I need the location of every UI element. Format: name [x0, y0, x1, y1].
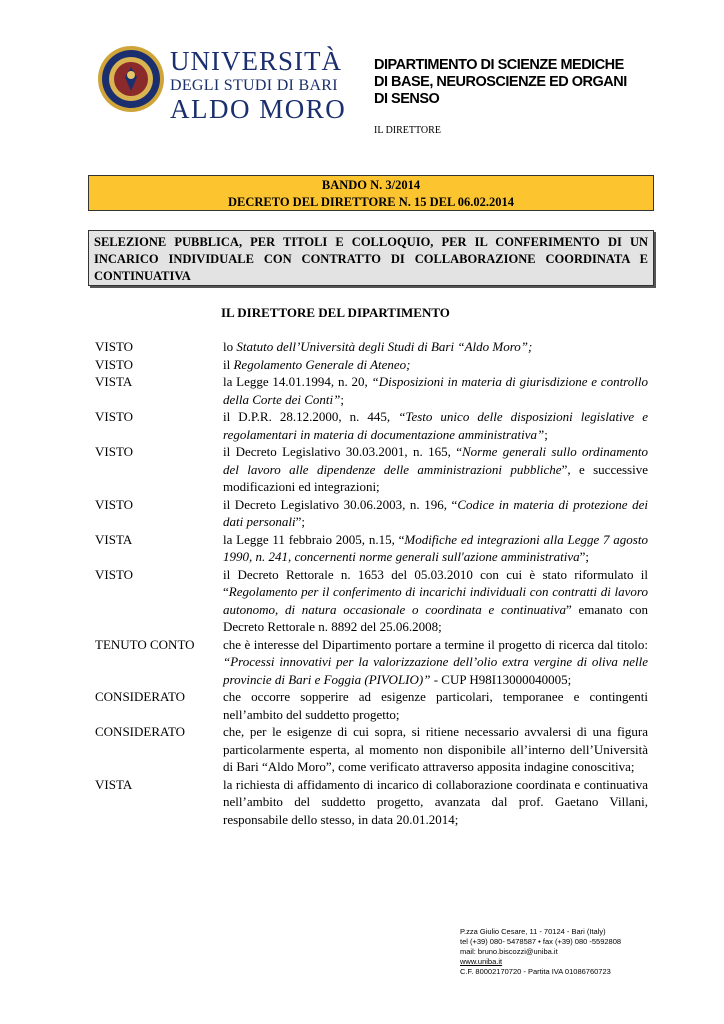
clause-fragment: il Decreto Legislativo 30.03.2001, n. 165, “	[223, 444, 462, 459]
clause-row	[95, 566, 651, 636]
clause-row	[95, 776, 651, 829]
decree-reference: DECRETO DEL DIRETTORE N. 15 DEL 06.02.2014	[227, 195, 515, 209]
university-line-1: UNIVERSITÀ	[170, 46, 342, 76]
clause-fragment: ” emanato con Decreto Rettorale n. 8892 del 25.06.2008;	[223, 601, 648, 634]
clause-fragment: ;	[340, 391, 344, 407]
clause-fragment: ”;	[579, 549, 590, 564]
footer-phone: tel (+39) 080- 5478587 • fax (+39) 080 -5592808	[460, 937, 622, 946]
clause-fragment: il Decreto Rettorale n. 1653 del 05.03.2010 con cui è stato riformulato il “	[223, 566, 648, 599]
clause-row	[95, 443, 651, 496]
footer-address: P.zza Giulio Cesare, 11 - 70124 - Bari (Italy)	[460, 927, 606, 936]
clause-fragment: - CUP H98I13000040005;	[430, 671, 572, 687]
department-line-2: DI BASE, NEUROSCIENZE ED ORGANI	[374, 74, 627, 90]
clause-keyword: VISTA	[95, 374, 133, 389]
clause-keyword: VISTO	[95, 444, 134, 459]
clause-row	[95, 723, 651, 776]
clause-row	[95, 688, 651, 723]
clause-text	[223, 443, 648, 496]
clause-text	[223, 566, 648, 636]
page-heading: IL DIRETTORE DEL DIPARTIMENTO	[221, 305, 450, 320]
clause-row	[95, 636, 651, 689]
clause-keyword: CONSIDERATO	[95, 689, 186, 704]
clause-fragment: lo	[223, 339, 237, 354]
clause-citation: Regolamento per il conferimento di incarichi individuali con contratti di lavoro autonomo, di natura occasionale o coordinata e continuativa	[223, 584, 648, 617]
clause-citation: Norme generali sullo ordinamento del lavoro alle dipendenze delle amministrazioni pubbliche	[223, 444, 649, 477]
clause-text	[223, 338, 648, 356]
clause-fragment: la Legge 11 febbraio 2005, n.15, “	[223, 531, 405, 547]
clause-keyword: VISTO	[95, 339, 134, 354]
clause-fragment: il	[223, 356, 234, 372]
clause-text	[223, 496, 648, 531]
clause-row	[95, 531, 651, 566]
clause-fragment: ”;	[295, 514, 305, 529]
clause-text	[223, 723, 648, 776]
university-name	[170, 48, 346, 123]
clause-fragment: il Decreto Legislativo 30.06.2003, n. 196, “	[223, 496, 458, 512]
clause-keyword: CONSIDERATO	[95, 724, 186, 739]
clause-text	[223, 356, 648, 374]
clause-citation: Statuto dell’Università degli Studi di Bari “Aldo Moro”;	[236, 339, 533, 354]
clause-fragment: che, per le esigenze di cui sopra, si ritiene necessario avvalersi di una figura particolarmente esperta, al momento non disponibile all’interno dell’Università di Bari “Aldo Moro”, come verificato attraverso apposita indagine conoscitiva;	[223, 724, 648, 774]
clause-fragment: la richiesta di affidamento di incarico di collaborazione coordinata e continuativa nell’ambito del suddetto progetto, avanzata dal prof. Gaetano Villani, responsabile dello stesso, in data 20.01.2014;	[223, 776, 648, 827]
clause-citation: Regolamento Generale di Ateneo;	[233, 356, 411, 372]
director-label: IL DIRETTORE	[374, 125, 441, 136]
clause-keyword: VISTO	[95, 566, 134, 582]
clause-text	[223, 688, 648, 723]
clause-fragment: che occorre sopperire ad esigenze particolari, temporanee e contingenti nell’ambito del suddetto progetto;	[223, 689, 648, 722]
clause-fragment: ;	[544, 426, 548, 442]
clauses-list	[95, 338, 651, 828]
clause-keyword: VISTA	[95, 776, 133, 792]
clause-citation: “Testo unico delle disposizioni legislative e regolamentari in materia di documentazione amministrativa”	[223, 409, 648, 442]
footer-mail: mail: bruno.biscozzi@uniba.it	[460, 947, 558, 956]
department-line-1: DIPARTIMENTO DI SCIENZE MEDICHE	[374, 57, 624, 73]
clause-citation: “Processi innovativi per la valorizzazione dell’olio extra vergine di oliva nelle provincie di Bari e Foggia (PIVOLIO)”	[223, 654, 648, 687]
clause-citation: Modifiche ed integrazioni alla Legge 7 agosto 1990, n. 241, concernenti norme generali sull'azione amministrativa	[223, 531, 648, 564]
clause-row	[95, 373, 651, 408]
clause-keyword: VISTO	[95, 496, 134, 512]
subject-box: SELEZIONE PUBBLICA, PER TITOLI E COLLOQUIO, PER IL CONFERIMENTO DI UN INCARICO INDIVIDUALE CON CONTRATTO DI COLLABORAZIONE COORDINATA E CONTINUATIVA	[88, 230, 654, 286]
clause-text	[223, 408, 648, 443]
department-line-3: DI SENSO	[374, 91, 440, 107]
clause-text	[223, 373, 648, 408]
clause-fragment: la Legge 14.01.1994, n. 20,	[223, 374, 372, 389]
footer-tax: C.F. 80002170720 - Partita IVA 01086760723	[460, 967, 611, 976]
clause-citation: “Disposizioni in materia di giurisdizione e controllo della Corte dei Conti”	[223, 374, 648, 407]
bando-number: BANDO N. 3/2014	[321, 178, 421, 192]
bando-box	[88, 175, 654, 211]
clause-text	[223, 776, 648, 829]
clause-fragment: il D.P.R. 28.12.2000, n. 445,	[223, 409, 399, 424]
clause-fragment: ”, e successive modificazioni ed integrazioni;	[223, 461, 648, 494]
clause-keyword: TENUTO CONTO	[95, 636, 195, 652]
clause-fragment: che è interesse del Dipartimento portare a termine il progetto di ricerca dal titolo:	[223, 636, 648, 652]
clause-keyword: VISTA	[95, 531, 133, 547]
university-line-2: DEGLI STUDI DI BARI	[170, 77, 338, 94]
clause-text	[223, 636, 648, 689]
clause-keyword: VISTO	[95, 409, 134, 424]
footer-web-link[interactable]: www.uniba.it	[460, 957, 503, 966]
clause-row	[95, 496, 651, 531]
footer-contacts	[460, 927, 621, 977]
university-seal-icon	[97, 45, 165, 113]
department-name	[374, 57, 664, 108]
clause-row	[95, 408, 651, 443]
clause-row	[95, 338, 651, 356]
clause-row	[95, 356, 651, 374]
clause-keyword: VISTO	[95, 356, 134, 372]
university-line-3: ALDO MORO	[170, 94, 347, 124]
clause-text	[223, 531, 648, 566]
clause-citation: Codice in materia di protezione dei dati personali	[223, 496, 648, 529]
